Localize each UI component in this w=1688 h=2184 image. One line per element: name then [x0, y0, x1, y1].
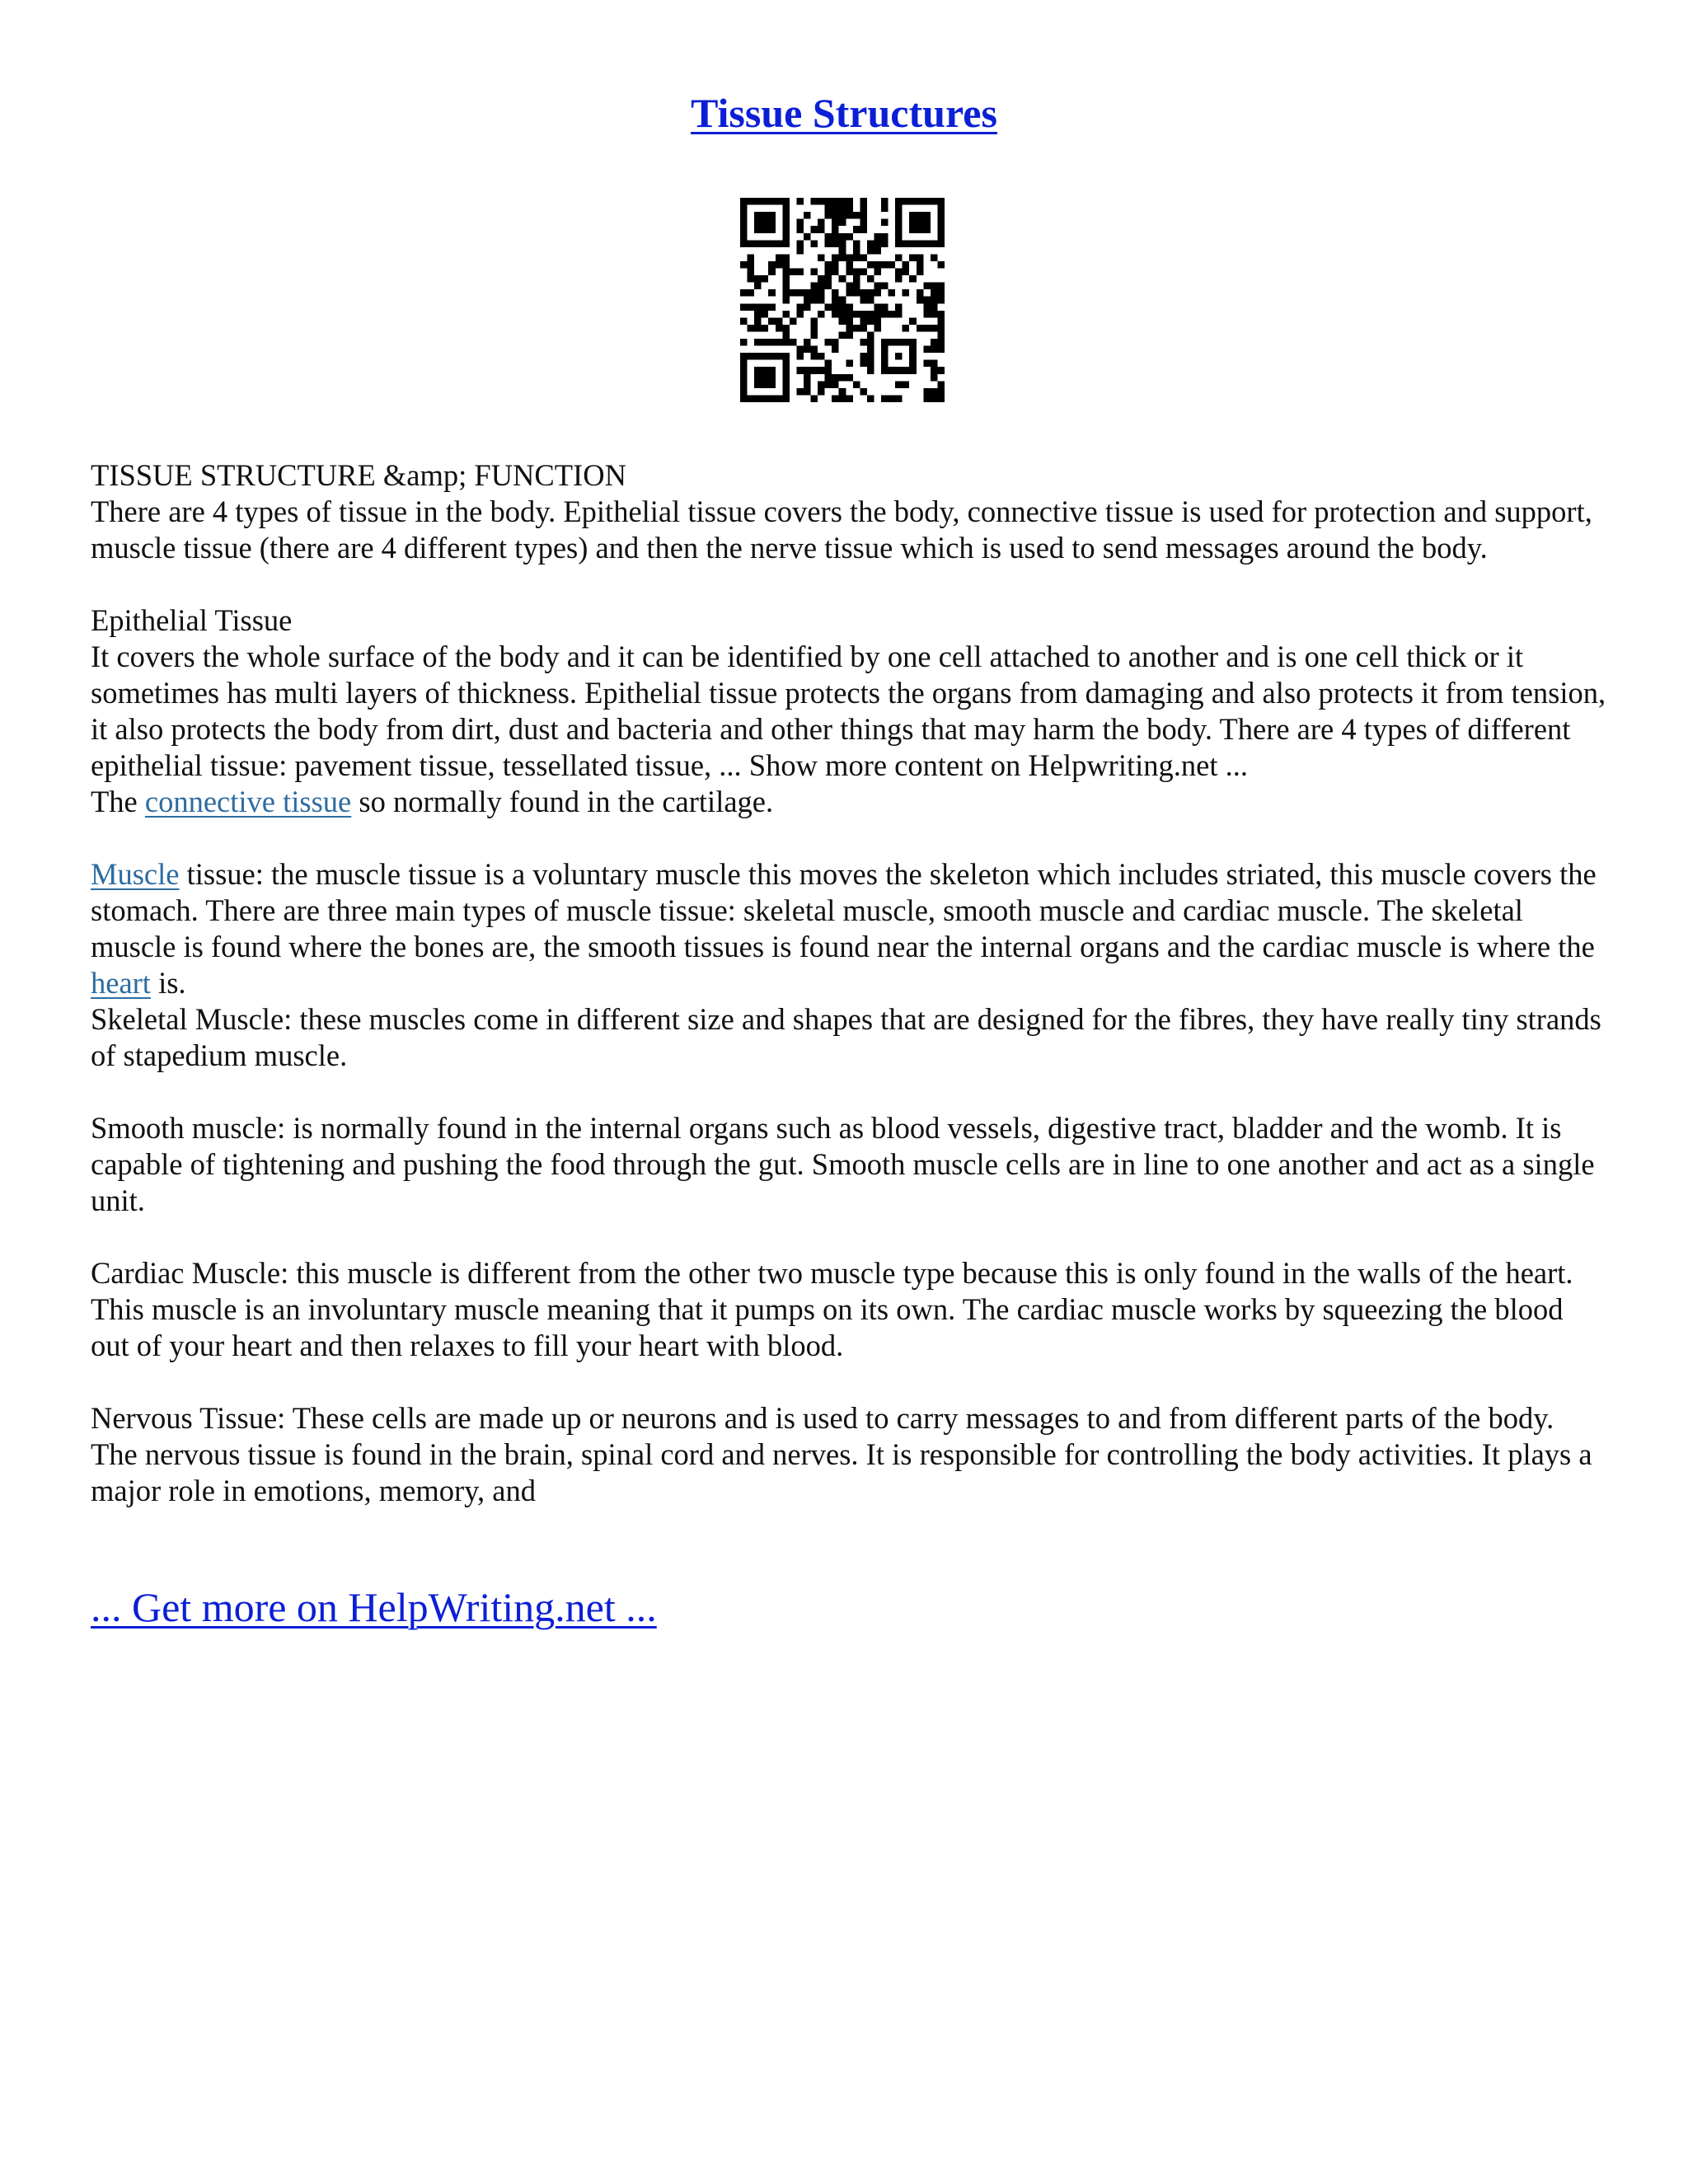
skeletal-paragraph: Skeletal Muscle: these muscles come in different size and shapes that are designed for the fibres, they have really tiny strands of stapedium muscle. — [91, 1002, 1601, 1072]
muscle-text: tissue: the muscle tissue is a voluntary muscle this moves the skeleton which includes striated, this muscle covers the stomach. There are three main types of muscle tissue: skeletal muscle, smooth muscle and cardiac muscle. The skeletal muscle is found where the bones are, the smooth tissues is found near the internal organs and the cardiac muscle is where the — [91, 857, 1597, 963]
muscle-link[interactable]: Muscle — [91, 857, 180, 891]
document-body — [91, 457, 1607, 1509]
document-title — [0, 84, 1688, 142]
section-heading: TISSUE STRUCTURE &amp; FUNCTION — [91, 458, 626, 492]
nervous-paragraph: Nervous Tissue: These cells are made up or neurons and is used to carry messages to and from different parts of the body. The nervous tissue is found in the brain, spinal cord and nerves. It is responsible for controlling the body activities. It plays a major role in emotions, memory, and — [91, 1401, 1592, 1507]
qr-code-icon — [740, 198, 945, 402]
get-more-link[interactable]: ... Get more on HelpWriting.net ... — [91, 1584, 657, 1630]
heart-link[interactable]: heart — [91, 966, 151, 1000]
epithelial-paragraph: It covers the whole surface of the body and it can be identified by one cell attached to another and is one cell thick or it sometimes has multi layers of thickness. Epithelial tissue protects the organs from damaging and also protects it from tension, it also protects the body from dirt, dust and bacteria and other things that may harm the body. There are 4 types of different epithelial tissue: pavement tissue, tessellated tissue, ... Show more content on Helpwriting.net ... — [91, 640, 1606, 782]
title-link[interactable]: Tissue Structures — [691, 90, 997, 136]
connective-suffix: so normally found in the cartilage. — [351, 785, 774, 818]
connective-paragraph — [91, 784, 1607, 820]
get-more-section — [91, 1582, 657, 1632]
epithelial-heading: Epithelial Tissue — [91, 603, 293, 637]
intro-paragraph: There are 4 types of tissue in the body. Epithelial tissue covers the body, connective tissue is used for protection and support, muscle tissue (there are 4 different types) and then the nerve tissue which is used to send messages around the body. — [91, 494, 1592, 565]
heart-suffix: is. — [150, 966, 186, 1000]
cardiac-paragraph: Cardiac Muscle: this muscle is different from the other two muscle type because this is only found in the walls of the heart. This muscle is an involuntary muscle meaning that it pumps on its own. The cardiac muscle works by squeezing the blood out of your heart and then relaxes to fill your heart with blood. — [91, 1256, 1573, 1362]
connective-prefix: The — [91, 785, 145, 818]
muscle-paragraph — [91, 856, 1607, 1001]
smooth-paragraph: Smooth muscle: is normally found in the internal organs such as blood vessels, digestive tract, bladder and the womb. It is capable of tightening and pushing the food through the gut. Smooth muscle cells are in line to one another and act as a single unit. — [91, 1111, 1595, 1217]
connective-tissue-link[interactable]: connective tissue — [144, 785, 352, 818]
